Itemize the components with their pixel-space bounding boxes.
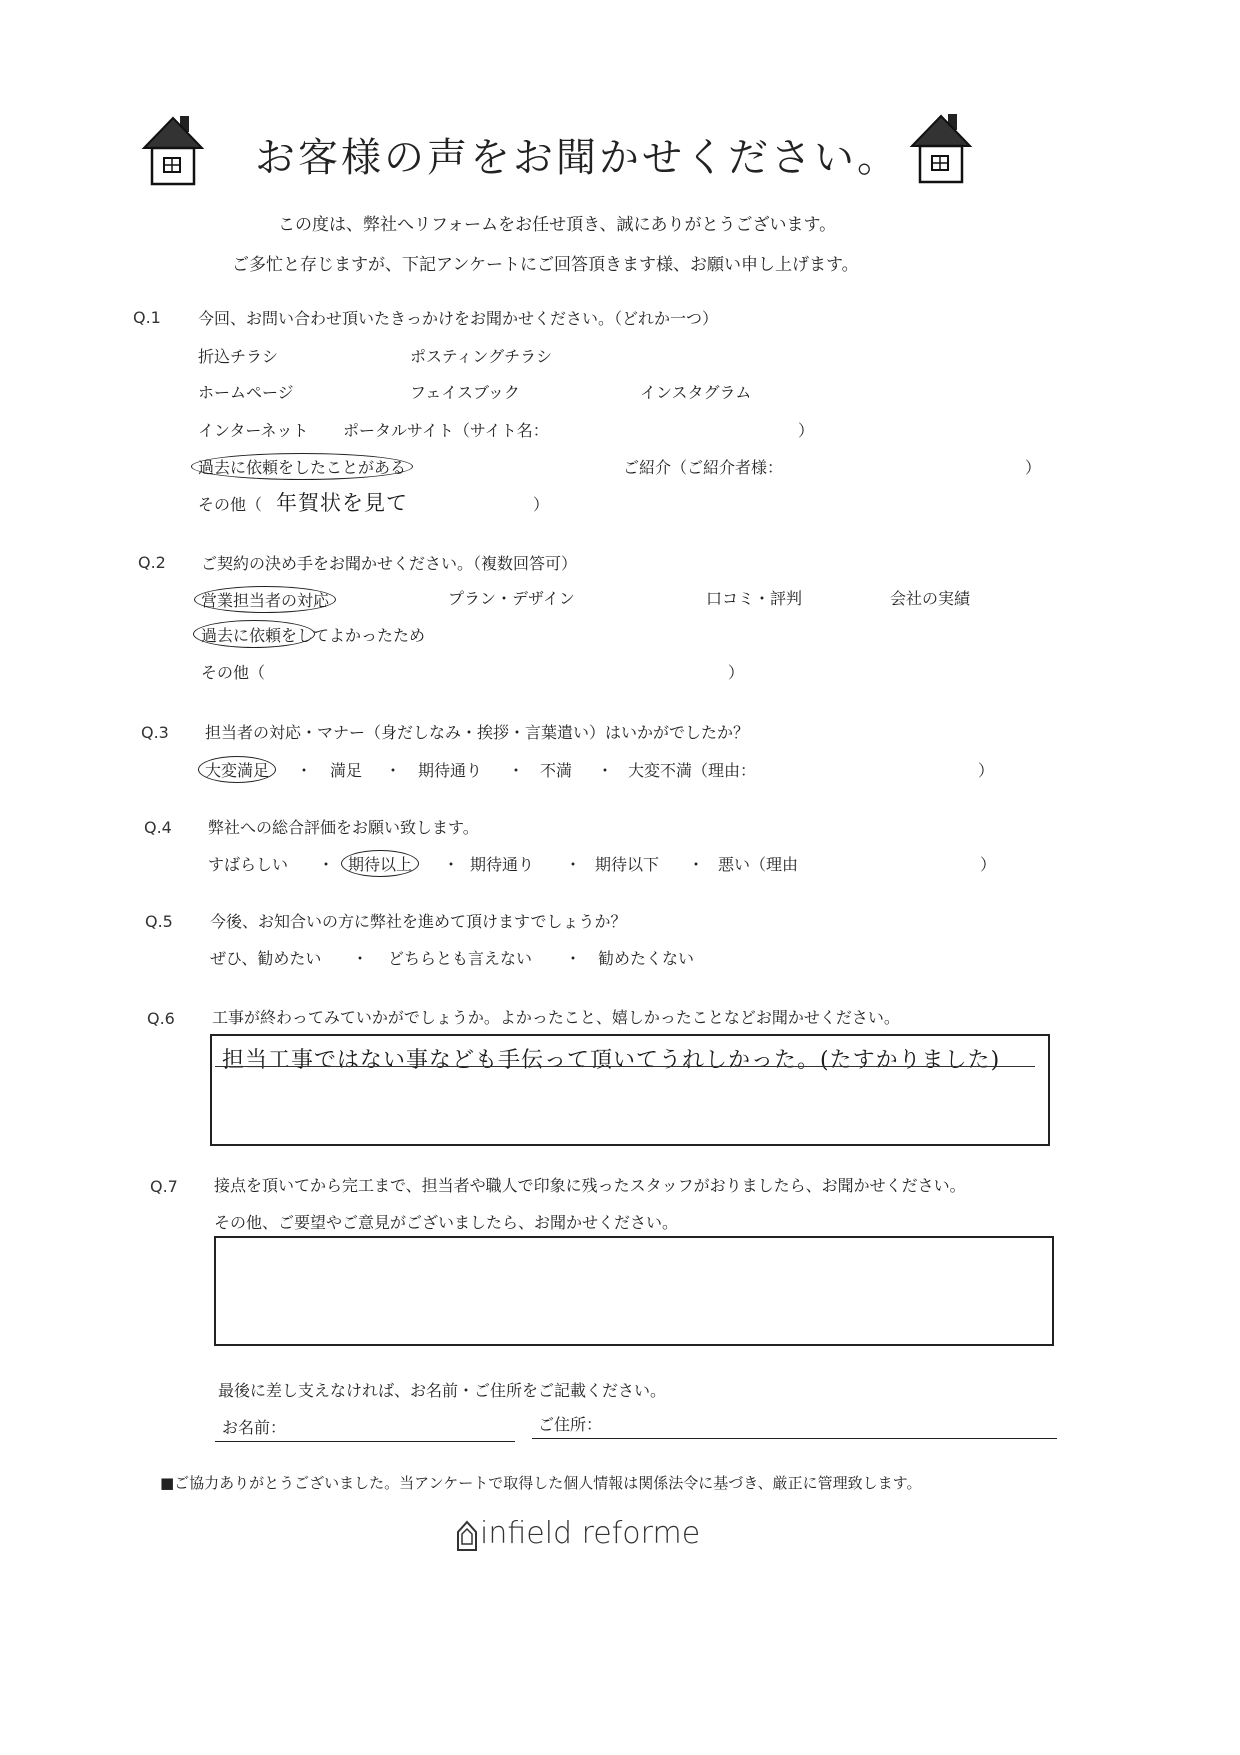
q2-other-close: ） xyxy=(728,663,745,682)
company-logo-text: infield reforme xyxy=(480,1516,701,1551)
q2-question: ご契約の決め手をお聞かせください。（複数回答可） xyxy=(201,554,578,573)
q4-sep-4: ・ xyxy=(688,855,705,874)
q1-option-internet[interactable]: インターネット xyxy=(198,421,309,440)
q3-option-very-dissatisfied[interactable]: 大変不満（理由： xyxy=(628,761,757,780)
q5-sep-2: ・ xyxy=(565,949,582,968)
q3-option-satisfied[interactable]: 満足 xyxy=(330,761,363,780)
q1-option-facebook[interactable]: フェイスブック xyxy=(410,383,520,402)
q3-sep-3: ・ xyxy=(508,761,525,780)
q7-question: 接点を頂いてから完工まで、担当者や職人で印象に残ったスタッフがおりましたら、お聞かせください。 xyxy=(214,1176,966,1195)
q1-option-instagram[interactable]: インスタグラム xyxy=(640,383,752,402)
page-title: お客様の声をお聞かせください。 xyxy=(255,135,900,181)
q4-question: 弊社への総合評価をお願い致します。 xyxy=(208,818,479,837)
name-field-line[interactable] xyxy=(215,1441,515,1442)
q1-option-portal[interactable]: ポータルサイト（サイト名： xyxy=(343,421,549,440)
q5-sep-1: ・ xyxy=(352,949,369,968)
q5-question: 今後、お知合いの方に弊社を進めて頂けますでしょうか？ xyxy=(210,912,627,931)
intro-line-1: この度は、弊社へリフォームをお任せ頂き、誠にありがとうございます。 xyxy=(278,215,837,235)
q1-option-shokai[interactable]: ご紹介（ご紹介者様： xyxy=(623,458,784,477)
q2-option-other[interactable]: その他（ xyxy=(201,663,266,682)
name-label: お名前： xyxy=(222,1418,287,1437)
q4-option-above-expectation-circled[interactable]: 期待以上 xyxy=(341,850,419,877)
privacy-footer-note: ■ご協力ありがとうございました。当アンケートで取得した個人情報は関係法令に基づき、厳正に管理致します。 xyxy=(160,1474,922,1492)
q1-portal-close: ） xyxy=(798,421,815,440)
q6-answer-underline xyxy=(215,1066,1035,1067)
name-address-prompt: 最後に差し支えなければ、お名前・ご住所をご記載ください。 xyxy=(218,1381,667,1400)
q2-option-kuchikomi[interactable]: 口コミ・評判 xyxy=(706,589,803,608)
q2-number: Q.2 xyxy=(138,553,166,572)
q5-option-recommend[interactable]: ぜひ、勧めたい xyxy=(210,949,322,968)
q3-sep-1: ・ xyxy=(296,761,313,780)
q3-number: Q.3 xyxy=(141,723,169,742)
q2-option-jisseki[interactable]: 会社の実績 xyxy=(890,589,971,608)
q7-answer-box[interactable] xyxy=(214,1236,1054,1346)
q4-sep-2: ・ xyxy=(443,855,460,874)
q5-option-not-recommend[interactable]: 勧めたくない xyxy=(598,949,695,968)
address-label: ご住所： xyxy=(538,1415,603,1434)
q3-question: 担当者の対応・マナー（身だしなみ・挨拶・言葉遣い）はいかがでしたか？ xyxy=(205,723,750,742)
q1-option-past-circled[interactable]: 過去に依頼をしたことがある xyxy=(191,453,413,480)
q1-number: Q.1 xyxy=(133,308,161,327)
q3-sep-4: ・ xyxy=(597,761,614,780)
q1-option-other[interactable]: その他（ xyxy=(198,495,263,514)
house-icon-left xyxy=(140,110,206,186)
q7-number: Q.7 xyxy=(150,1177,178,1196)
q4-option-bad[interactable]: 悪い（理由 xyxy=(718,855,799,874)
q4-reason-close: ） xyxy=(980,855,997,874)
q3-sep-2: ・ xyxy=(385,761,402,780)
q2-option-staff-circled[interactable]: 営業担当者の対応 xyxy=(194,586,336,613)
q1-option-homepage[interactable]: ホームページ xyxy=(198,383,294,402)
q3-option-dissatisfied[interactable]: 不満 xyxy=(540,761,573,780)
q1-question: 今回、お問い合わせ頂いたきっかけをお聞かせください。（どれか一つ） xyxy=(198,309,719,328)
q1-other-close: ） xyxy=(533,495,550,514)
q4-sep-1: ・ xyxy=(318,855,335,874)
house-icon-right xyxy=(908,108,974,184)
q1-shokai-close: ） xyxy=(1025,458,1042,477)
q3-option-very-satisfied-circled[interactable]: 大変満足 xyxy=(198,756,276,783)
q5-number: Q.5 xyxy=(145,912,173,931)
q3-reason-close: ） xyxy=(978,761,995,780)
q5-option-neutral[interactable]: どちらとも言えない xyxy=(388,949,533,968)
q2-past-circle-mark xyxy=(193,620,315,648)
q6-handwritten-answer: 担当工事ではない事なども手伝って頂いてうれしかった。(たすかりました) xyxy=(222,1048,1001,1073)
q4-option-below-expectation[interactable]: 期待以下 xyxy=(595,855,660,874)
q6-question: 工事が終わってみていかがでしょうか。よかったこと、嬉しかったことなどお聞かせください。 xyxy=(212,1008,900,1027)
q1-other-handwritten-answer: 年賀状を見て xyxy=(276,491,408,515)
q4-number: Q.4 xyxy=(144,818,172,837)
q1-option-orikomi[interactable]: 折込チラシ xyxy=(198,347,279,366)
q4-sep-3: ・ xyxy=(565,855,582,874)
q4-option-as-expected[interactable]: 期待通り xyxy=(470,855,535,874)
q4-option-wonderful[interactable]: すばらしい xyxy=(208,855,289,874)
house-logo-icon xyxy=(456,1520,478,1552)
q3-option-as-expected[interactable]: 期待通り xyxy=(418,761,483,780)
q2-option-past[interactable]: 過去に依頼をしてよかったため xyxy=(201,626,426,645)
q6-number: Q.6 xyxy=(147,1009,175,1028)
q7-question-2: その他、ご要望やご意見がございましたら、お聞かせください。 xyxy=(214,1213,679,1232)
address-field-line[interactable] xyxy=(532,1438,1057,1439)
q1-option-posting[interactable]: ポスティングチラシ xyxy=(410,347,553,366)
intro-line-2: ご多忙と存じますが、下記アンケートにご回答頂きます様、お願い申し上げます。 xyxy=(232,255,859,275)
q2-option-plan[interactable]: プラン・デザイン xyxy=(448,589,575,608)
